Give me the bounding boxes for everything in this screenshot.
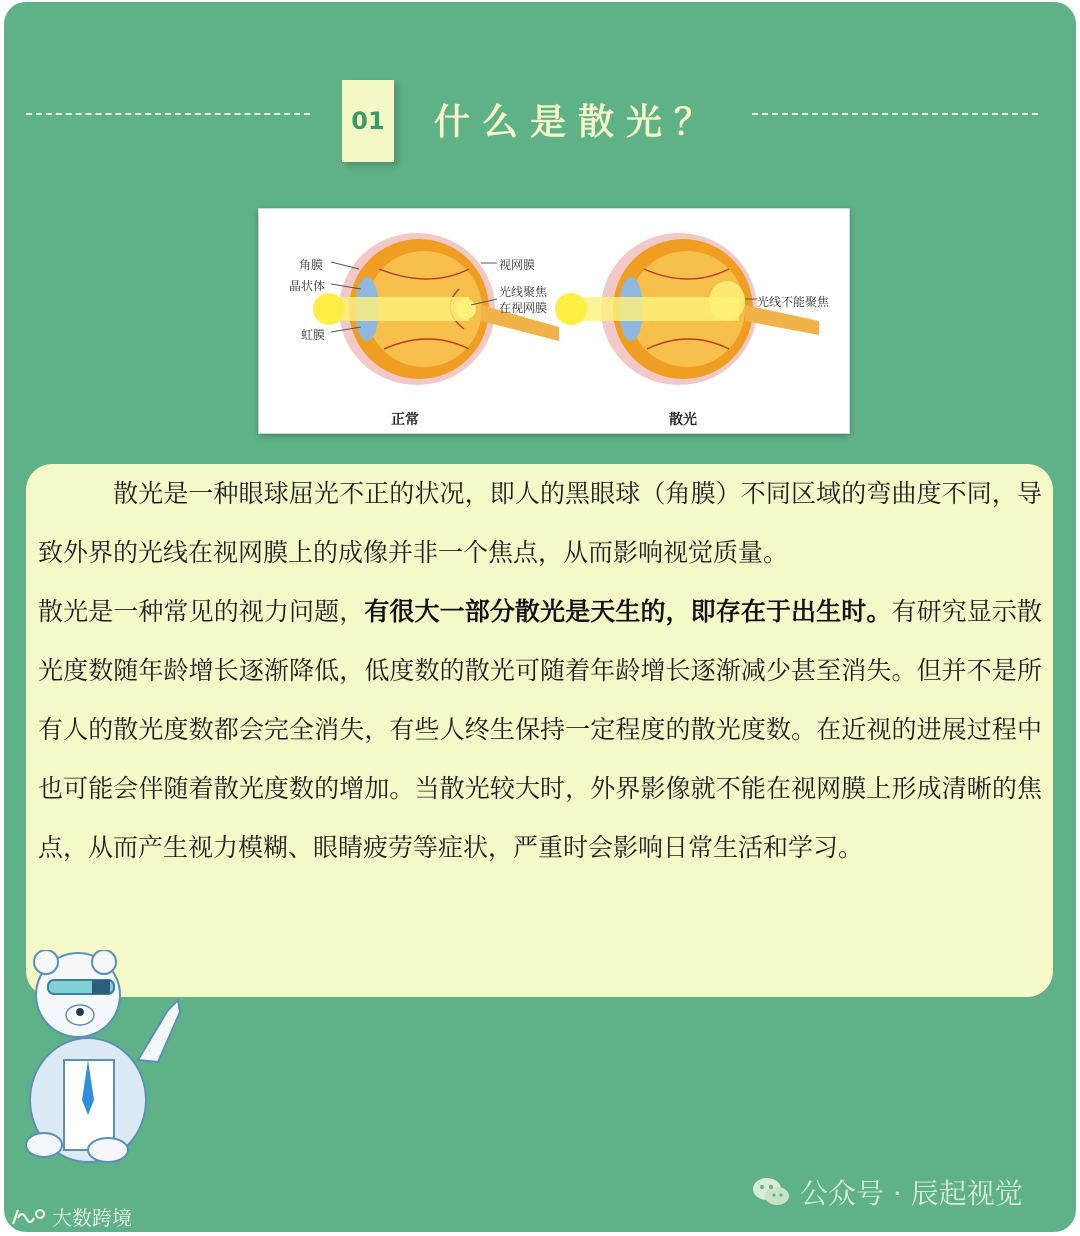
eye-diagram	[258, 208, 850, 434]
wechat-icon	[752, 1176, 790, 1208]
brand-logo-icon	[10, 1206, 46, 1228]
caption-astigmatism: 散光	[669, 412, 697, 428]
section-header	[0, 80, 1080, 170]
label-no-focus: 光线不能聚焦	[757, 295, 830, 309]
label-iris: 虹膜	[301, 328, 326, 342]
dashed-divider-left	[26, 113, 310, 115]
label-retina: 视网膜	[499, 258, 536, 272]
polar-bear-doctor-mascot	[8, 950, 188, 1170]
brand-watermark-text: 大数跨境	[52, 1206, 132, 1230]
brand-watermark	[10, 1202, 132, 1231]
label-lens: 晶状体	[289, 279, 326, 293]
eye-illustration	[259, 209, 849, 433]
label-focus-line1: 光线聚焦	[499, 285, 548, 299]
section-number-badge: 01	[342, 80, 394, 162]
section-title: 什么是散光？	[434, 102, 723, 143]
label-focus-line2: 在视网膜	[499, 301, 548, 315]
paragraph-2-start: 散光是一种常见的视力问题，	[38, 597, 365, 626]
wechat-watermark	[752, 1172, 1023, 1212]
paragraph-1: 散光是一种眼球屈光不正的状况，即人的黑眼球（角膜）不同区域的弯曲度不同，导致外界的光线在视网膜上的成像并非一个焦点，从而影响视觉质量。	[38, 479, 1042, 567]
wechat-account-text: 公众号 · 辰起视觉	[800, 1177, 1023, 1210]
explanation-text	[38, 464, 1042, 877]
caption-normal: 正常	[391, 412, 419, 428]
dashed-divider-right	[752, 113, 1038, 115]
paragraph-2-bold: 有很大一部分散光是天生的，即存在于出生时。	[364, 597, 892, 626]
explanation-panel	[26, 464, 1053, 997]
label-cornea: 角膜	[299, 258, 324, 272]
paragraph-2-end: 有研究显示散光度数随年龄增长逐渐降低，低度数的散光可随着年龄增长逐渐减少甚至消失。但并不是所有人的散光度数都会完全消失，有些人终生保持一定程度的散光度数。在近视的进展过程中也可能会伴随着散光度数的增加。当散光较大时，外界影像就不能在视网膜上形成清晰的焦点，从而产生视力模糊、眼睛疲劳等症状，严重时会影响日常生活和学习。	[38, 597, 1042, 862]
